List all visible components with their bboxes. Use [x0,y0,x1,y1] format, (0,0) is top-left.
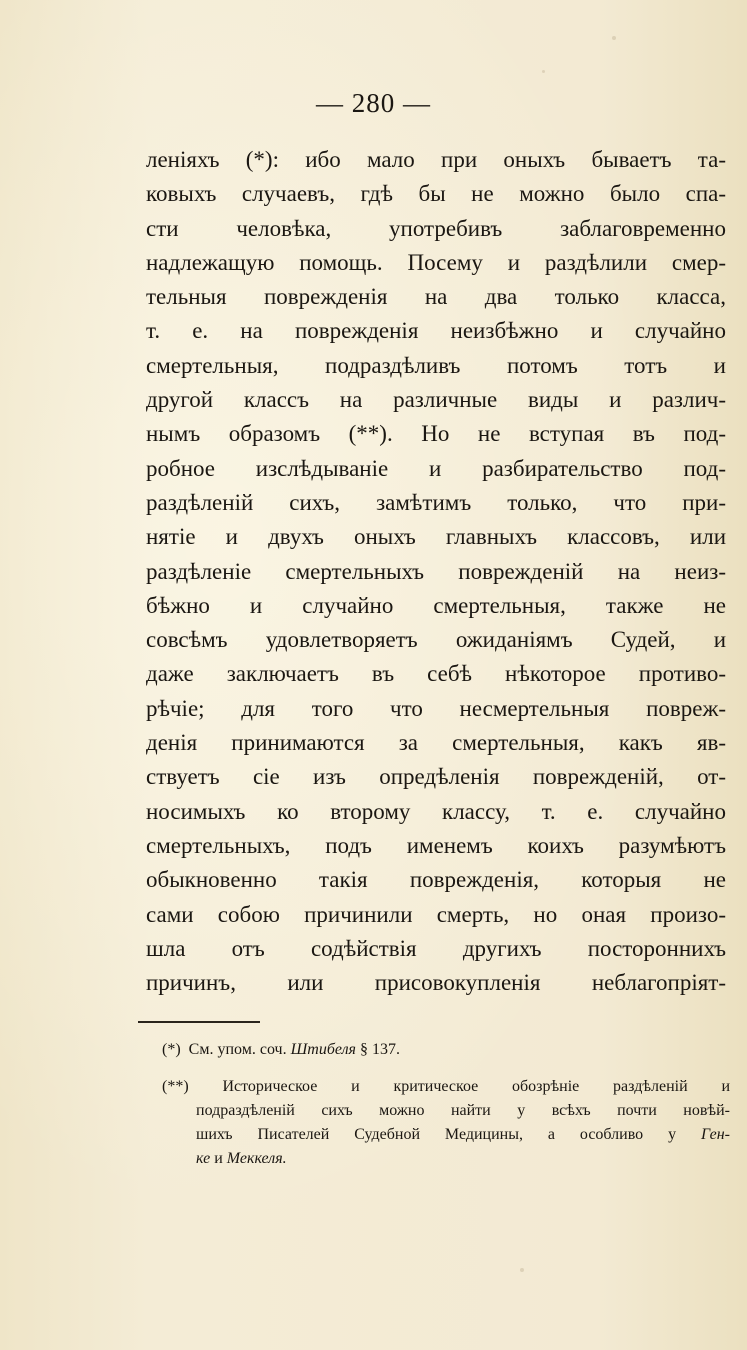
text-line: носимыхъ ко второму классу, т. е. случайно [146,798,726,824]
footnote-2-name-henke: Ген- [701,1126,730,1143]
footnote-2-text: Историческое и критическое обозрѣніе раздѣленій и [222,1078,730,1095]
text-line: рѣчіе; для того что несмертельныя повреж- [146,695,726,721]
text-line: сами собою причинили смерть, но оная произо- [146,901,726,927]
paper-spot [542,70,545,73]
text-line: робное изслѣдываніе и разбирательство под- [146,455,726,481]
footnote-rule [138,1021,260,1023]
text-line: ковыхъ случаевъ, гдѣ бы не можно было спа- [146,181,726,207]
footnote-2-line-2: подраздѣленій сихъ можно найти у всѣхъ почти новѣй- [196,1102,730,1119]
footnote-2-conj: и [214,1150,223,1167]
text-line: леніяхъ (*): ибо мало при оныхъ бываетъ та- [146,147,726,172]
footnote-2-name-meckel: Меккеля. [226,1150,287,1167]
text-line: смертельныя, подраздѣливъ потомъ тотъ и [146,352,726,378]
text-line: денія принимаются за смертельныя, какъ яв- [146,730,726,756]
footnote-1-ref: § 137. [359,1041,400,1058]
text-line: раздѣленіе смертельныхъ поврежденій на неиз- [146,558,726,584]
text-line: другой классъ на различные виды и различ- [146,387,726,413]
text-line: надлежащую помощь. Посему и раздѣлили смер- [146,249,726,275]
footnote-2-line-4 [162,1147,730,1171]
footnote-2-name-henke-end: ке [196,1150,211,1167]
text-line: тельныя поврежденія на два только класса, [146,284,726,310]
footnotes [162,1038,730,1171]
text-line: смертельныхъ, подъ именемъ коихъ разумѣютъ [146,832,726,858]
main-text [146,143,726,1000]
footnote-1-text: См. упом. соч. [188,1041,287,1058]
text-line: шла отъ содѣйствія другихъ постороннихъ [146,935,726,961]
footnote-1-mark: (*) [162,1041,181,1058]
text-line: совсѣмъ удовлетворяетъ ожиданіямъ Судей, и [146,627,726,653]
footnote-2-line-3 [162,1123,730,1147]
text-line: раздѣленій сихъ, замѣтимъ только, что при- [146,489,726,515]
footnote-1-author: Штибеля [290,1041,356,1058]
footnote-2-line-1 [162,1075,730,1099]
text-line: обыкновенно такія поврежденія, которыя не [146,867,726,893]
text-line: причинъ, или присовокупленія неблагопріят- [146,970,726,996]
text-line: бѣжно и случайно смертельныя, также не [146,592,726,618]
text-line: нымъ образомъ (**). Но не вступая въ под- [146,421,726,447]
text-line: сти человѣка, употребивъ заблаговременно [146,215,726,241]
paper-spot [520,1268,524,1272]
footnote-1 [162,1038,730,1062]
text-line: ствуетъ сіе изъ опредѣленія поврежденій, от- [146,764,726,790]
text-line: нятіе и двухъ оныхъ главныхъ классовъ, или [146,524,726,550]
footnote-2-mark: (**) [162,1078,189,1095]
footnote-2-line-3-text: шихъ Писателей Судебной Медицины, а особливо у [196,1126,677,1143]
paper-spot [612,36,616,40]
text-line: даже заключаетъ въ себѣ нѣкоторое противо- [146,661,726,687]
text-line: т. е. на поврежденія неизбѣжно и случайно [146,318,726,344]
page-number: — 280 — [316,88,431,118]
